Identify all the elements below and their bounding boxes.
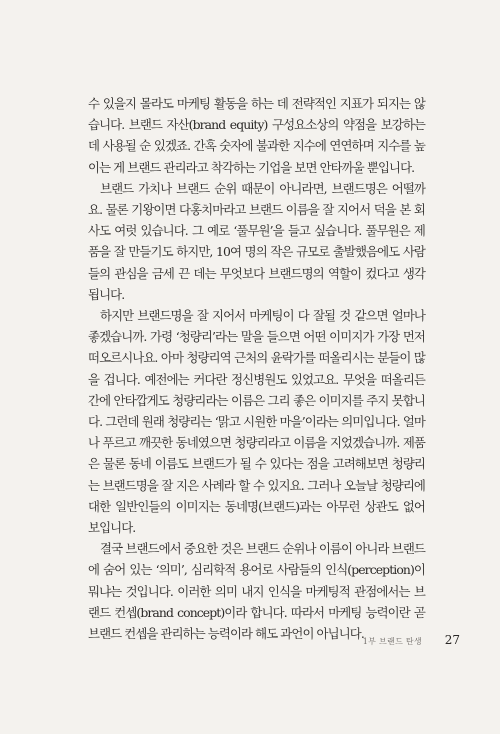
paragraph: 하지만 브랜드명을 잘 지어서 마케팅이 다 잘될 것 같으면 얼마나 좋겠습니까. 가령 ‘청량리’라는 말을 들으면 어떤 이미지가 가장 먼저 떠오르시나요. 아마 청량리역 근처의 윤락가를 떠올리시는 분들이 많을 겁니다. 예전에는 커다란 정신병원도 있었고요. 무엇을 떠올리든 간에 안타깝게도 청량리라는 이름은 그리 좋은 이미지를 주지 못합니다. 그런데 원래 청량리는 ‘맑고 시원한 마을’이라는 의미입니다. 얼마나 푸르고 깨끗한 동네였으면 청량리라고 이름을 지었겠습니까. 제품은 물론 동네 이름도 브랜드가 될 수 있다는 점을 고려해보면 청량리는 브랜드명을 잘 지은 사례라 할 수 있지요. 그러나 오늘날 청량리에 대한 일반인들의 이미지는 동네명(브랜드)과는 아무런 상관도 없어 보입니다. xyxy=(88,308,425,536)
paragraph: 브랜드 가치나 브랜드 순위 때문이 아니라면, 브랜드명은 어떨까요. 물론 기왕이면 다홍치마라고 브랜드 이름을 잘 지어서 덕을 본 회사도 여럿 있습니다. 그 예로 ‘풀무원’을 들고 싶습니다. 풀무원은 제품을 잘 만들기도 하지만, 10여 명의 작은 규모로 출발했음에도 사람들의 관심을 금세 끈 데는 무엇보다 브랜드명의 역할이 컸다고 생각됩니다. xyxy=(88,180,425,302)
running-head: 1부 브랜드 탄생 xyxy=(362,637,422,646)
body-text xyxy=(88,93,425,644)
paragraph: 결국 브랜드에서 중요한 것은 브랜드 순위나 이름이 아니라 브랜드에 숨어 있는 ‘의미’, 심리학적 용어로 사람들의 인식(perception)이 뭐냐는 것입니다. 이러한 의미 내지 인식을 마케팅적 관점에서는 브랜드 컨셉(brand concept)이라 합니다. 따라서 마케팅 능력이란 곧 브랜드 컨셉을 관리하는 능력이라 해도 과언이 아닙니다. xyxy=(88,541,425,642)
page-footer xyxy=(0,634,500,654)
page-number: 27 xyxy=(444,633,460,647)
paragraph: 수 있을지 몰라도 마케팅 활동을 하는 데 전략적인 지표가 되지는 않습니다. 브랜드 자산(brand equity) 구성요소상의 약점을 보강하는 데 사용될 순 있겠죠. 간혹 숫자에 불과한 지수에 연연하며 지수를 높이는 게 브랜드 관리라고 착각하는 기업을 보면 안타까울 뿐입니다. xyxy=(88,96,425,175)
